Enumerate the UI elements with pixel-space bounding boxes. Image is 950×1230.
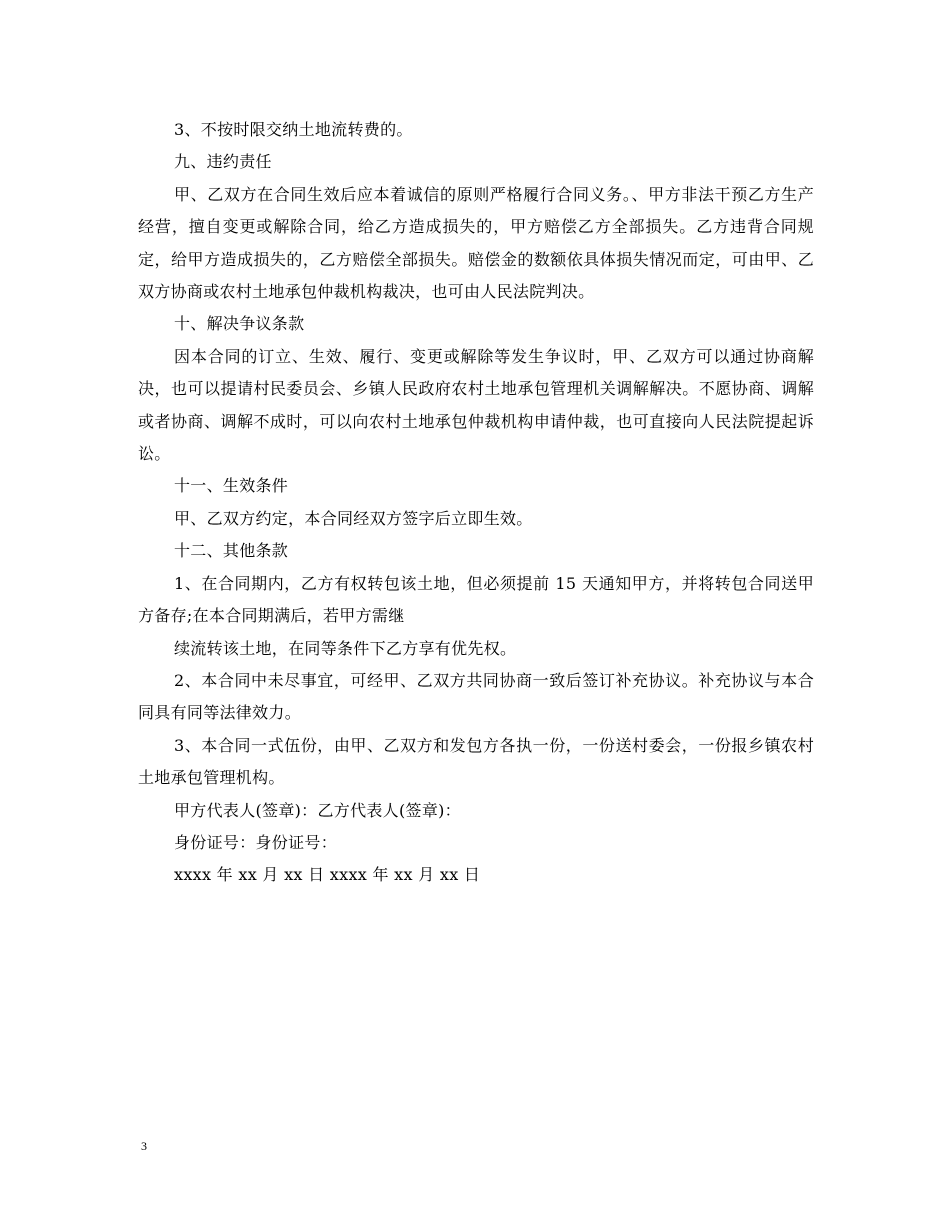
section-heading-other: 十二、其他条款 — [174, 541, 289, 561]
paragraph-effect: 甲、乙双方约定，本合同经双方签字后立即生效。 — [174, 508, 533, 528]
id-number-line: 身份证号：身份证号： — [174, 832, 338, 852]
section-heading-liability: 九、违约责任 — [174, 152, 272, 172]
paragraph-other-1-continued: 续流转该土地，在同等条件下乙方享有优先权。 — [174, 638, 517, 658]
paragraph-dispute: 因本合同的订立、生效、履行、变更或解除等发生争议时，甲、乙双方可以通过协商解决，也可以提请村民委员会、乡镇人民政府农村土地承包管理机关调解解决。不愿协商、调解或者协商、调解不成时，可以向农村土地承包仲裁机构申请仲裁，也可直接向人民法院提起诉讼。 — [138, 346, 814, 464]
paragraph-other-3: 3、本合同一式伍份，由甲、乙双方和发包方各执一份，一份送村委会，一份报乡镇农村土地承包管理机构。 — [138, 735, 814, 788]
section-heading-effect: 十一、生效条件 — [174, 476, 289, 496]
paragraph-clause-3-fee: 3、不按时限交纳土地流转费的。 — [174, 120, 413, 139]
date-line: xxxx 年 xx 月 xx 日 xxxx 年 xx 月 xx 日 — [174, 865, 481, 885]
section-heading-dispute: 十、解决争议条款 — [174, 314, 305, 334]
signature-line: 甲方代表人(签章)：乙方代表人(签章)： — [174, 800, 461, 820]
page-number: 3 — [141, 1139, 147, 1153]
paragraph-other-2: 2、本合同中未尽事宜，可经甲、乙双方共同协商一致后签订补充协议。补充协议与本合同具有同等法律效力。 — [138, 670, 814, 723]
paragraph-other-1: 1、在合同期内，乙方有权转包该土地，但必须提前 15 天通知甲方，并将转包合同送甲方备存;在本合同期满后，若甲方需继 — [138, 573, 814, 626]
paragraph-liability: 甲、乙双方在合同生效后应本着诚信的原则严格履行合同义务。、甲方非法干预乙方生产经营，擅自变更或解除合同，给乙方造成损失的，甲方赔偿乙方全部损失。乙方违背合同规定，给甲方造成损失的，乙方赔偿全部损失。赔偿金的数额依具体损失情况而定，可由甲、乙双方协商或农村土地承包仲裁机构裁决，也可由人民法院判决。 — [138, 184, 814, 302]
document-body — [138, 114, 814, 892]
